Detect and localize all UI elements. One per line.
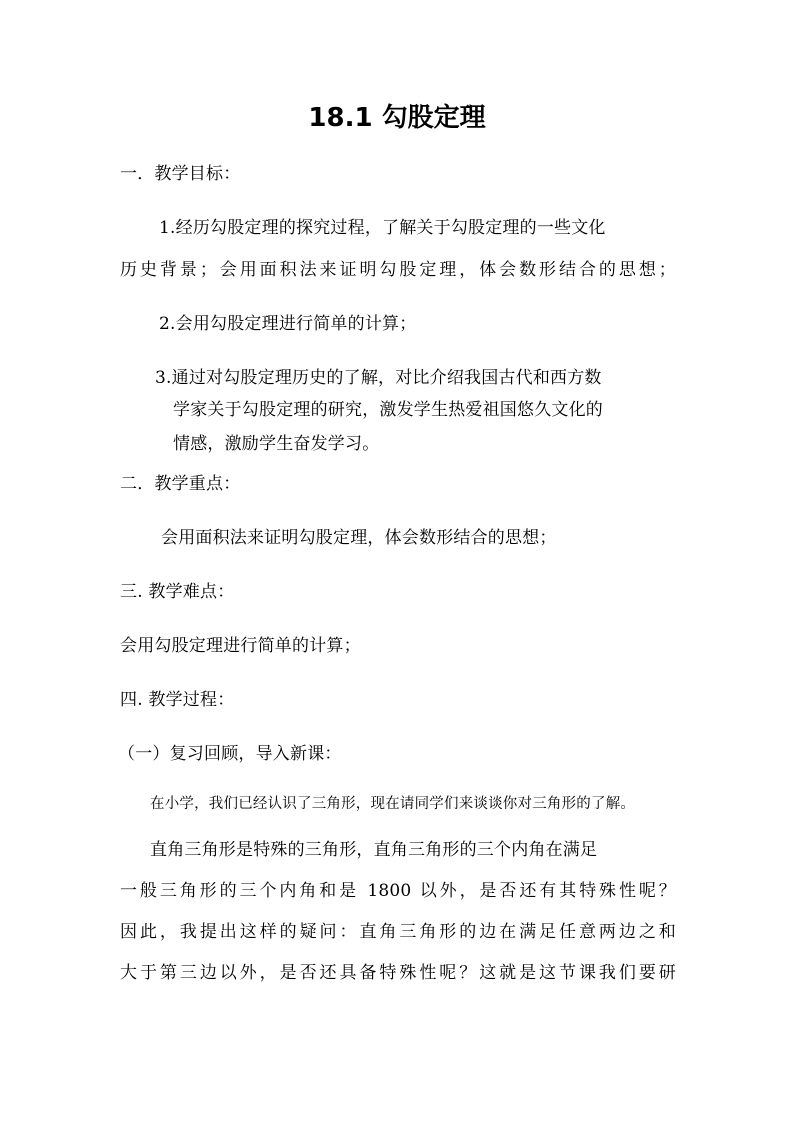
goal3-line2: 学家关于勾股定理的研究，激发学生热爱祖国悠久文化的 [173, 400, 603, 420]
intro-paragraph: 在小学，我们已经认识了三角形，现在请同学们来谈谈你对三角形的了解。 [150, 796, 636, 812]
key-point: 会用面积法来证明勾股定理，体会数形结合的思想； [161, 528, 557, 548]
goal1-line1: 1.经历勾股定理的探究过程，了解关于勾股定理的一些文化 [159, 218, 606, 238]
body-line3: 因此，我提出这样的疑问：直角三角形的边在满足任意两边之和 [120, 922, 676, 942]
goal3-line1: 3.通过对勾股定理历史的了解，对比介绍我国古代和西方数 [155, 368, 602, 388]
goal2: 2.会用勾股定理进行简单的计算； [159, 314, 417, 334]
body-line1: 直角三角形是特殊的三角形，直角三角形的三个内角在满足 [150, 840, 598, 860]
section3-heading: 三. 教学难点： [120, 582, 235, 602]
section4-heading: 四. 教学过程： [120, 690, 235, 710]
body-line4: 大于第三边以外，是否还具备特殊性呢？这就是这节课我们要研 [120, 963, 676, 983]
section1-heading: 一．教学目标： [120, 164, 241, 184]
section2-heading: 二．教学重点： [120, 474, 241, 494]
goal3-line3: 情感，激励学生奋发学习。 [173, 434, 380, 454]
body-line2: 一般三角形的三个内角和是 1800 以外，是否还有其特殊性呢？ [120, 881, 676, 901]
difficulty: 会用勾股定理进行简单的计算； [120, 636, 361, 656]
goal1-line2: 历史背景；会用面积法来证明勾股定理，体会数形结合的思想； [120, 260, 676, 280]
document-title: 18.1 勾股定理 [308, 103, 486, 133]
subsection1-heading: （一）复习回顾，导入新课： [118, 744, 342, 764]
